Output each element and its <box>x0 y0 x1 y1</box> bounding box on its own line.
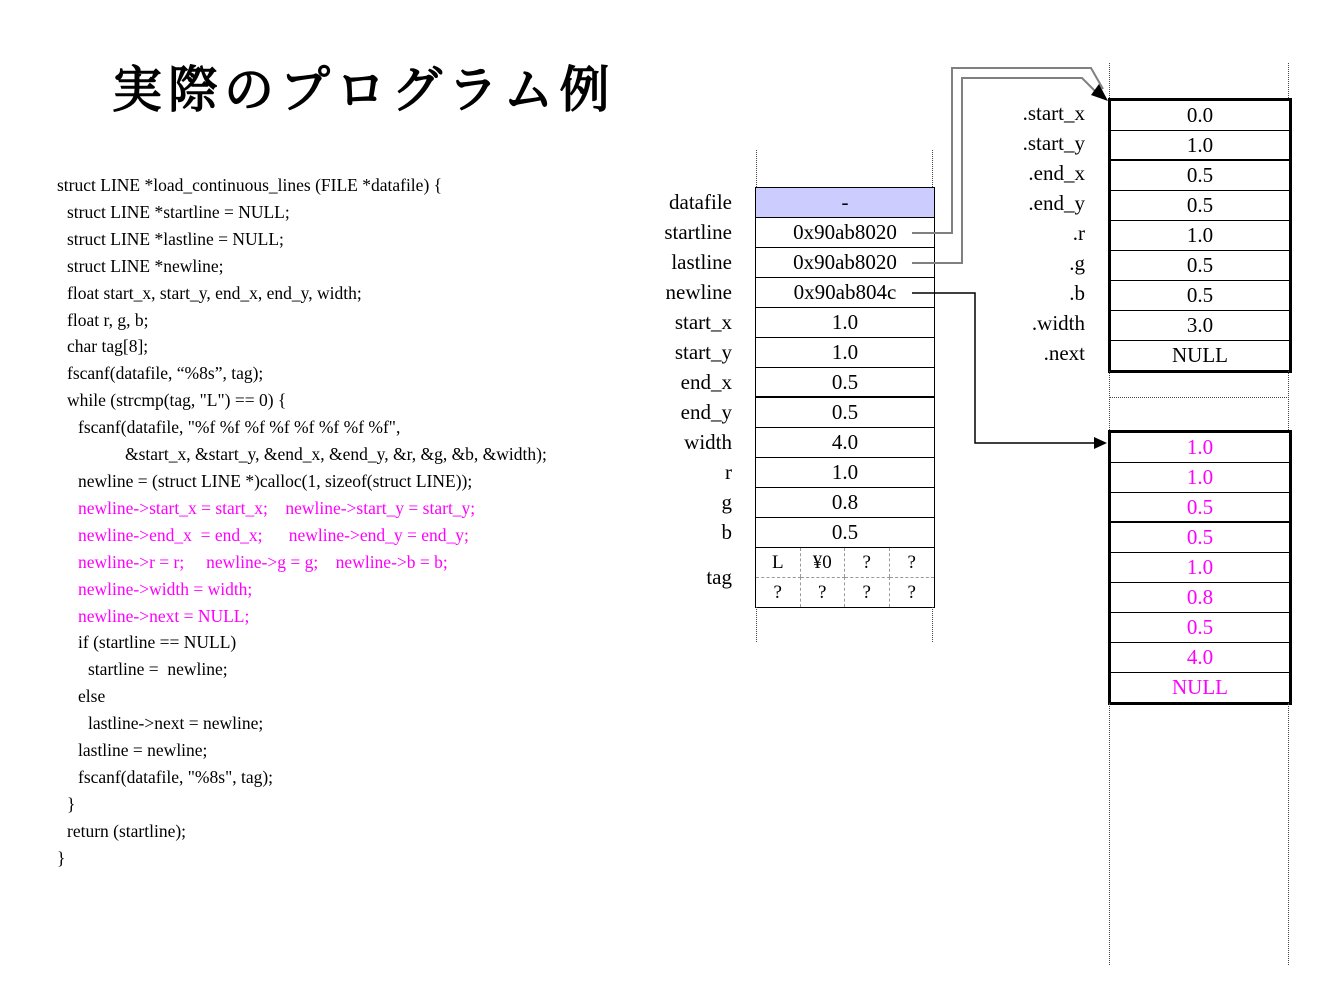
struct2-cell-end-x: 0.5 <box>1111 493 1289 523</box>
code-line: lastline = newline; <box>78 740 208 761</box>
guide-dotted-line <box>1109 63 1110 98</box>
tag-byte-array <box>756 548 934 607</box>
stack-label-r: r <box>725 460 732 484</box>
code-line: struct LINE *newline; <box>67 255 224 276</box>
struct1-label-start-x: .start_x <box>1022 101 1085 125</box>
guide-dotted-line <box>1288 703 1289 965</box>
code-line: char tag[8]; <box>67 336 149 357</box>
struct1-cell-r: 1.0 <box>1111 221 1289 251</box>
stack-label-end-x: end_x <box>680 370 732 394</box>
arrowhead-struct1 <box>1091 84 1108 101</box>
stack-cell-newline: 0x90ab804c <box>756 278 934 308</box>
code-line-highlight: newline->start_x = start_x; newline->start_y = start_y; <box>78 497 476 518</box>
struct1-label-b: .b <box>1069 281 1085 305</box>
stack-label-g: g <box>721 490 732 514</box>
struct1-cell-g: 0.5 <box>1111 251 1289 281</box>
struct1-cell-end-x: 0.5 <box>1111 161 1289 191</box>
code-line: struct LINE *load_continuous_lines (FILE *datafile) { <box>57 175 443 195</box>
code-line: else <box>78 686 106 707</box>
struct1-label-start-y: .start_y <box>1022 131 1085 155</box>
code-line-highlight: newline->r = r; newline->g = g; newline->b = b; <box>78 551 448 572</box>
stack-label-start-y: start_y <box>674 340 732 364</box>
guide-dotted-line <box>1109 371 1110 430</box>
stack-cell-width: 4.0 <box>756 428 934 458</box>
guide-dotted-line <box>1109 703 1110 965</box>
struct2-cell-width: 4.0 <box>1111 643 1289 673</box>
struct1-label-width: .width <box>1031 311 1085 335</box>
code-line: &start_x, &start_y, &end_x, &end_y, &r, &g, &b, &width); <box>125 444 547 465</box>
stack-cell-end-x: 0.5 <box>756 368 934 398</box>
code-block <box>57 172 547 872</box>
stack-table <box>755 187 935 608</box>
stack-cell-datafile: - <box>756 188 934 218</box>
struct1-label-end-x: .end_x <box>1028 161 1085 185</box>
struct2-cell-r: 1.0 <box>1111 553 1289 583</box>
struct1-cell-start-x: 0.0 <box>1111 101 1289 131</box>
tag-byte: L <box>756 548 801 577</box>
code-line: return (startline); <box>67 820 187 841</box>
stack-cell-r: 1.0 <box>756 458 934 488</box>
guide-dotted-line <box>1109 397 1289 398</box>
stack-label-tag: tag <box>706 565 732 589</box>
stack-label-lastline: lastline <box>671 250 732 274</box>
struct1-label-g: .g <box>1069 251 1085 275</box>
stack-cell-end-y: 0.5 <box>756 398 934 428</box>
stack-label-datafile: datafile <box>669 190 732 214</box>
code-line: float start_x, start_y, end_x, end_y, width; <box>67 282 362 303</box>
guide-dotted-line <box>1288 371 1289 430</box>
code-line: fscanf(datafile, "%f %f %f %f %f %f %f %f", <box>78 417 401 438</box>
stack-label-newline: newline <box>665 280 732 304</box>
struct1-cell-start-y: 1.0 <box>1111 131 1289 161</box>
tag-byte: ? <box>907 552 916 573</box>
struct2-cell-start-y: 1.0 <box>1111 463 1289 493</box>
page-title: 実際のプログラム例 <box>112 61 616 119</box>
struct1-cell-next: NULL <box>1172 343 1228 367</box>
tag-byte: ? <box>890 577 935 607</box>
arrowhead-struct2 <box>1094 437 1107 449</box>
stack-label-start-x: start_x <box>674 310 732 334</box>
stack-cell-start-y: 1.0 <box>756 338 934 368</box>
stack-cell-start-x: 1.0 <box>756 308 934 338</box>
guide-dotted-line <box>756 607 757 642</box>
struct2-cell-end-y: 0.5 <box>1111 523 1289 553</box>
code-line: if (startline == NULL) <box>78 632 237 653</box>
tag-byte: ? <box>756 577 801 607</box>
code-line: } <box>67 793 76 814</box>
tag-byte: ? <box>845 577 890 607</box>
code-line: fscanf(datafile, “%8s”, tag); <box>67 363 264 384</box>
stack-cell-b: 0.5 <box>756 518 934 548</box>
stack-label-b: b <box>721 520 732 544</box>
tag-byte: ? <box>845 548 890 577</box>
stack-cell-startline: 0x90ab8020 <box>756 218 934 248</box>
code-line: lastline->next = newline; <box>88 713 264 734</box>
code-line: fscanf(datafile, "%8s", tag); <box>78 766 274 787</box>
code-line: newline = (struct LINE *)calloc(1, sizeof(struct LINE)); <box>78 470 473 491</box>
guide-dotted-line <box>1288 63 1289 98</box>
code-line: float r, g, b; <box>67 309 149 330</box>
guide-dotted-line <box>756 150 757 187</box>
tag-byte: ? <box>801 577 846 607</box>
stack-label-startline: startline <box>664 220 732 244</box>
struct1-label-r: .r <box>1072 221 1085 245</box>
code-line: while (strcmp(tag, "L") == 0) { <box>67 390 287 411</box>
code-line-highlight: newline->width = width; <box>78 578 253 599</box>
stack-cell-lastline: 0x90ab8020 <box>756 248 934 278</box>
struct2-cell-b: 0.5 <box>1111 613 1289 643</box>
struct1-cell-width: 3.0 <box>1111 311 1289 341</box>
heap-struct-new <box>1108 430 1292 705</box>
struct2-cell-next: NULL <box>1172 675 1228 699</box>
tag-byte: ¥0 <box>801 548 846 577</box>
guide-dotted-line <box>932 607 933 642</box>
stack-label-end-y: end_y <box>680 400 732 424</box>
struct2-cell-start-x: 1.0 <box>1111 433 1289 463</box>
stack-cell-g: 0.8 <box>756 488 934 518</box>
struct1-label-next: .next <box>1043 341 1085 365</box>
code-line: } <box>57 847 66 868</box>
heap-struct-first <box>1108 98 1292 373</box>
struct1-label-end-y: .end_y <box>1028 191 1085 215</box>
struct1-cell-end-y: 0.5 <box>1111 191 1289 221</box>
code-line-highlight: newline->next = NULL; <box>78 605 250 626</box>
code-line: struct LINE *startline = NULL; <box>67 201 290 222</box>
struct1-cell-b: 0.5 <box>1111 281 1289 311</box>
code-line: struct LINE *lastline = NULL; <box>67 228 284 249</box>
code-line: startline = newline; <box>88 659 228 680</box>
stack-label-width: width <box>684 430 732 454</box>
guide-dotted-line <box>932 150 933 187</box>
struct2-cell-g: 0.8 <box>1111 583 1289 613</box>
code-line-highlight: newline->end_x = end_x; newline->end_y = end_y; <box>78 524 469 545</box>
